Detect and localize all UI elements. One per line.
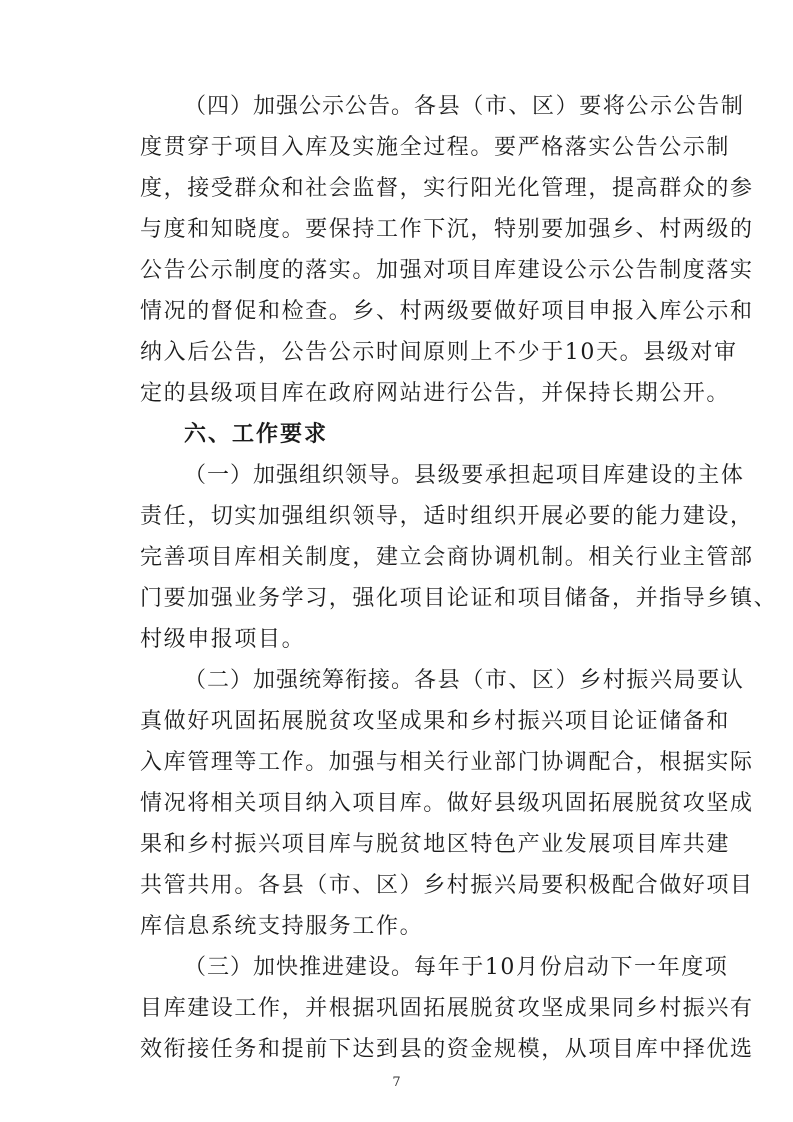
item-2-line-3: 入库管理等工作。加强与相关行业部门协调配合，根据实际 (140, 750, 754, 775)
paragraph-4-heading: （四）加强公示公告。 (184, 94, 415, 119)
paragraph-4-line-3: 度，接受群众和社会监督，实行阳光化管理，提高群众的参 (140, 176, 754, 201)
item-2-line-2: 真做好巩固拓展脱贫攻坚成果和乡村振兴项目论证储备和 (140, 709, 731, 734)
item-1-line-2: 责任，切实加强组织领导，适时组织开展必要的能力建设， (140, 504, 754, 529)
paragraph-4-line-5: 公告公示制度的落实。加强对项目库建设公示公告制度落实 (140, 258, 754, 283)
item-1-line-1: （一）加强组织领导。县级要承担起项目库建设的主体 (184, 463, 745, 488)
item-1-heading: （一）加强组织领导。 (184, 463, 415, 488)
paragraph-4-line-2: 度贯穿于项目入库及实施全过程。要严格落实公告公示制 (140, 135, 731, 160)
item-2-heading: （二）加强统筹衔接。 (184, 668, 415, 693)
item-2-line-7: 库信息系统支持服务工作。 (140, 914, 424, 939)
page-number: 7 (392, 1075, 401, 1090)
paragraph-4-line-8: 定的县级项目库在政府网站进行公告，并保持长期公开。 (140, 381, 731, 406)
item-3-line-1: （三）加快推进建设。每年于10月份启动下一年度项 (184, 955, 729, 980)
section-6-title: 六、工作要求 (184, 422, 329, 447)
paragraph-4-line-4: 与度和知晓度。要保持工作下沉，特别要加强乡、村两级的 (140, 217, 754, 242)
item-1-line-4: 门要加强业务学习，强化项目论证和项目储备，并指导乡镇、 (140, 586, 778, 611)
item-2-line-1: （二）加强统筹衔接。各县（市、区）乡村振兴局要认 (184, 668, 745, 693)
item-2-line-6: 共管共用。各县（市、区）乡村振兴局要积极配合做好项目 (140, 873, 754, 898)
item-2-line-4: 情况将相关项目纳入项目库。做好县级巩固拓展脱贫攻坚成 (140, 791, 754, 816)
item-3-heading: （三）加快推进建设。 (184, 955, 415, 980)
item-1-line-5: 村级申报项目。 (140, 627, 306, 652)
item-2-line-5: 果和乡村振兴项目库与脱贫地区特色产业发展项目库共建 (140, 832, 731, 857)
item-3-line-2: 目库建设工作，并根据巩固拓展脱贫攻坚成果同乡村振兴有 (140, 996, 754, 1021)
paragraph-4-line-7: 纳入后公告，公告公示时间原则上不少于10天。县级对审 (140, 340, 738, 365)
item-3-line-3: 效衔接任务和提前下达到县的资金规模，从项目库中择优选 (140, 1037, 754, 1062)
paragraph-4-line-1: （四）加强公示公告。各县（市、区）要将公示公告制 (184, 94, 745, 119)
paragraph-4-line-6: 情况的督促和检查。乡、村两级要做好项目申报入库公示和 (140, 299, 754, 324)
item-1-line-3: 完善项目库相关制度，建立会商协调机制。相关行业主管部 (140, 545, 754, 570)
